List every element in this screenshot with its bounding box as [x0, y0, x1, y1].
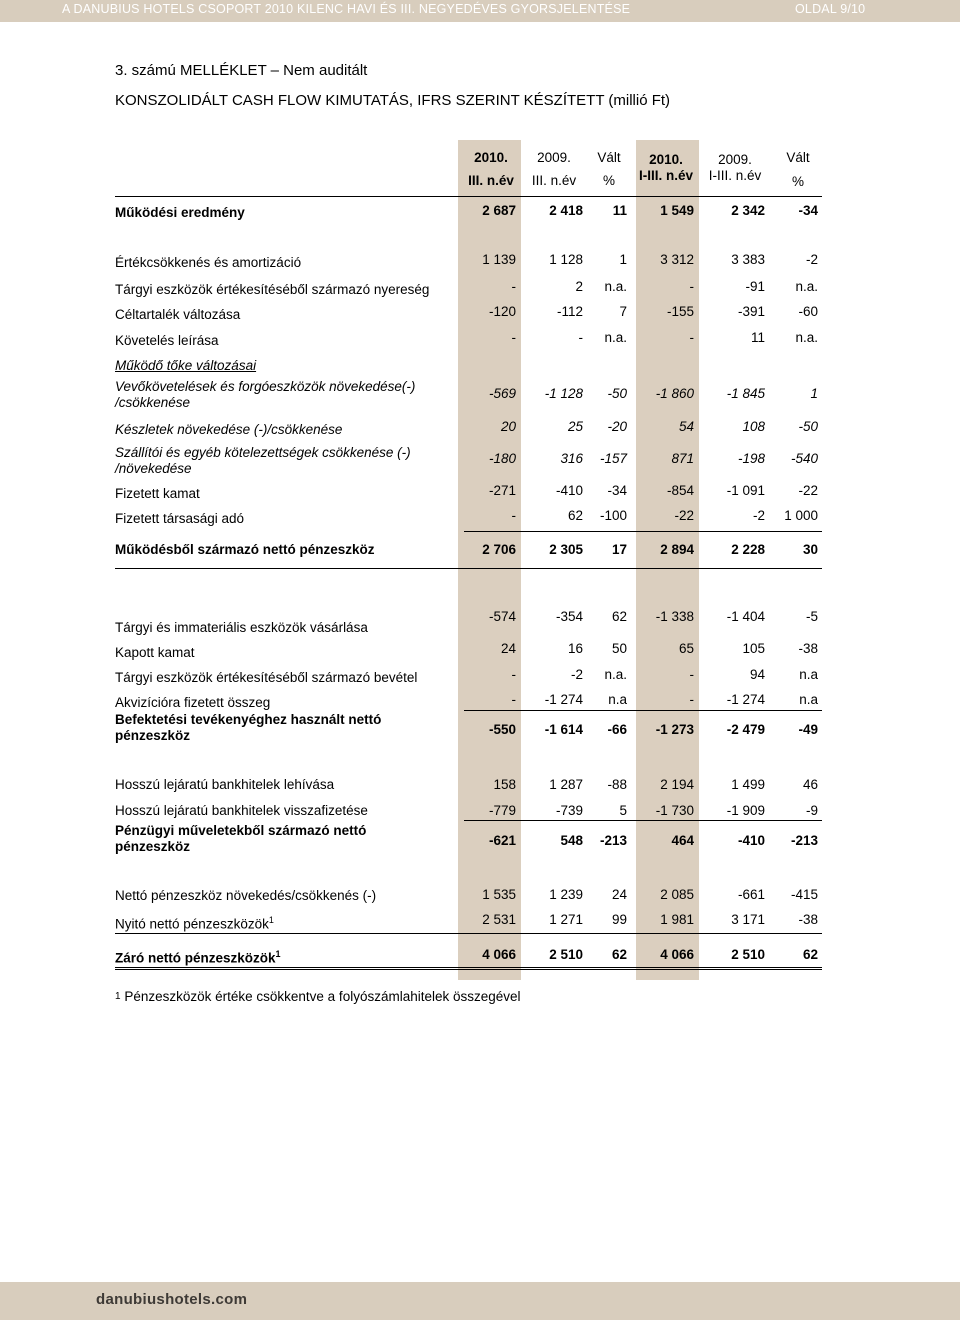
row-12-value-4: 2 894: [660, 542, 694, 557]
row-18-value-6: 46: [802, 777, 818, 792]
row-22-value-2: 1 271: [549, 912, 583, 927]
row-4-value-3: 7: [619, 304, 627, 319]
row-10-value-6: -22: [798, 483, 818, 498]
row-label-19: [115, 802, 368, 819]
row-8-value-2: 25: [567, 419, 583, 434]
row-label-13: [115, 619, 368, 636]
row-9-value-4: 871: [671, 451, 694, 466]
column-header-1-line1: 2010.: [474, 150, 508, 165]
header-bar: [0, 0, 960, 22]
row-23-value-2: 2 510: [549, 947, 583, 962]
row-15-value-1: -: [511, 667, 516, 682]
row-14-value-2: 16: [567, 641, 583, 656]
column-header-4-line2: I-III. n.év: [638, 168, 693, 183]
row-label-text: Készletek növekedése (-)/csökkenése: [115, 422, 343, 437]
rule-subtotal-inv: [464, 710, 822, 711]
column-header-5-line1: 2009.: [718, 152, 752, 167]
row-label-text: Záró nettó pénzeszközök: [115, 950, 276, 966]
row-label-text: Tárgyi eszközök értékesítéséből származó nyereség: [115, 282, 430, 297]
row-18-value-3: -88: [607, 777, 627, 792]
row-3-value-3: n.a.: [604, 279, 627, 294]
row-22-value-5: 3 171: [731, 912, 765, 927]
row-label-text: Értékcsökkenés és amortizáció: [115, 255, 302, 270]
column-header-2-line2: III. n.év: [531, 173, 577, 188]
row-23-value-3: 62: [611, 947, 627, 962]
row-12-value-6: 30: [802, 542, 818, 557]
statement-title: KONSZOLIDÁLT CASH FLOW KIMUTATÁS, IFRS SZERINT KÉSZÍTETT (millió Ft): [115, 92, 671, 109]
row-label-10: [115, 485, 200, 502]
row-20-value-4: 464: [671, 833, 694, 848]
row-7-value-4: -1 860: [655, 386, 694, 401]
row-10-value-2: -410: [555, 483, 583, 498]
row-7-value-5: -1 845: [726, 386, 765, 401]
row-2-value-6: -2: [805, 252, 818, 267]
row-7-value-1: -569: [488, 386, 516, 401]
row-3-value-1: -: [511, 279, 516, 294]
row-20-value-2: 548: [560, 833, 583, 848]
row-16-value-5: -1 274: [726, 692, 765, 707]
row-10-value-5: -1 091: [726, 483, 765, 498]
row-4-value-4: -155: [666, 304, 694, 319]
row-label-text: Hosszú lejáratú bankhitelek lehívása: [115, 777, 335, 792]
row-15-value-5: 94: [749, 667, 765, 682]
row-label-text: Működésből származó nettó pénzeszköz: [115, 542, 375, 557]
row-2-value-4: 3 312: [660, 252, 694, 267]
row-5-value-5: 11: [750, 330, 765, 345]
row-2-value-1: 1 139: [482, 252, 516, 267]
row-17-value-2: -1 614: [544, 722, 583, 737]
row-12-value-5: 2 228: [731, 542, 765, 557]
column-header-6-line2: %: [791, 174, 804, 189]
column-header-3-line1: Vált: [597, 150, 621, 165]
row-label-text: Fizetett társasági adó: [115, 511, 245, 526]
row-10-value-4: -854: [666, 483, 694, 498]
row-1-value-2: 2 418: [549, 203, 583, 218]
row-9-value-3: -157: [599, 451, 627, 466]
row-5-value-1: -: [511, 330, 516, 345]
row-2-value-2: 1 128: [549, 252, 583, 267]
row-17-value-5: -2 479: [726, 722, 765, 737]
row-21-value-3: 24: [611, 887, 627, 902]
row-21-value-6: -415: [790, 887, 818, 902]
footnote: [115, 988, 521, 1005]
row-3-value-5: -91: [745, 279, 765, 294]
row-label-1: [115, 204, 245, 221]
footer-bar: [0, 1282, 960, 1320]
row-11-value-4: -22: [674, 508, 694, 523]
row-1-value-1: 2 687: [482, 203, 516, 218]
row-1-value-5: 2 342: [731, 203, 765, 218]
row-5-value-6: n.a.: [795, 330, 818, 345]
footnote-mark: 1: [115, 991, 121, 1002]
row-22-value-6: -38: [798, 912, 818, 927]
row-21-value-2: 1 239: [549, 887, 583, 902]
row-label-3: [115, 281, 429, 298]
rule-2: [115, 568, 822, 569]
row-label-21: [115, 887, 376, 904]
row-11-value-1: -: [511, 508, 516, 523]
row-9-value-1: -180: [488, 451, 516, 466]
row-23-value-6: 62: [802, 947, 818, 962]
row-19-value-5: -1 909: [726, 803, 765, 818]
row-11-value-5: -2: [752, 508, 765, 523]
row-4-value-2: -112: [556, 304, 583, 319]
row-label-text: Céltartalék változása: [115, 307, 241, 322]
row-20-value-6: -213: [790, 833, 818, 848]
row-label-text: Nettó pénzeszköz növekedés/csökkenés (-): [115, 888, 377, 903]
row-18-value-2: 1 287: [549, 777, 583, 792]
footnote-ref: 1: [268, 915, 274, 925]
row-label-8: [115, 421, 342, 438]
row-14-value-3: 50: [611, 641, 627, 656]
row-14-value-6: -38: [798, 641, 818, 656]
row-1-value-3: 11: [612, 203, 627, 218]
row-17-value-6: -49: [798, 722, 818, 737]
row-15-value-3: n.a.: [604, 667, 627, 682]
row-22-value-4: 1 981: [660, 912, 694, 927]
row-label-23: [115, 946, 281, 967]
row-19-value-6: -9: [805, 803, 818, 818]
row-9-value-5: -198: [737, 451, 765, 466]
row-19-value-4: -1 730: [655, 803, 694, 818]
annex-title: 3. számú MELLÉKLET – Nem auditált: [115, 62, 368, 79]
row-23-value-5: 2 510: [731, 947, 765, 962]
row-3-value-4: -: [689, 279, 694, 294]
company-logo: danubiushotels.com: [96, 1291, 248, 1308]
double-rule-total: [115, 967, 822, 970]
row-label-text: Hosszú lejáratú bankhitelek visszafizetése: [115, 803, 368, 818]
row-18-value-5: 1 499: [731, 777, 765, 792]
row-13-value-6: -5: [805, 609, 818, 624]
row-10-value-3: -34: [607, 483, 627, 498]
row-16-value-2: -1 274: [544, 692, 583, 707]
row-3-value-6: n.a.: [795, 279, 818, 294]
row-11-value-6: 1 000: [784, 508, 818, 523]
row-20-value-1: -621: [488, 833, 516, 848]
row-13-value-2: -354: [555, 609, 583, 624]
row-label-18: [115, 776, 334, 793]
row-23-value-1: 4 066: [482, 947, 516, 962]
row-18-value-4: 2 194: [660, 777, 694, 792]
row-17-value-4: -1 273: [655, 722, 694, 737]
row-11-value-2: 62: [567, 508, 583, 523]
row-5-value-3: n.a.: [604, 330, 627, 345]
row-21-value-1: 1 535: [482, 887, 516, 902]
row-13-value-3: 62: [611, 609, 627, 624]
row-14-value-5: 105: [742, 641, 765, 656]
column-header-3-line2: %: [602, 173, 615, 188]
row-7-value-6: 1: [810, 386, 818, 401]
row-label-2: [115, 254, 301, 271]
row-5-value-4: -: [689, 330, 694, 345]
row-label-16: [115, 694, 270, 711]
row-16-value-4: -: [689, 692, 694, 707]
rule-1: [115, 196, 822, 197]
row-19-value-1: -779: [488, 803, 516, 818]
column-header-4-line1: 2010.: [649, 152, 683, 167]
page-number: OLDAL 9/10: [795, 2, 866, 16]
row-label-6: [115, 357, 256, 374]
row-label-5: [115, 332, 219, 349]
row-22-value-1: 2 531: [482, 912, 516, 927]
row-21-value-4: 2 085: [660, 887, 694, 902]
row-16-value-6: n.a: [799, 692, 818, 707]
row-19-value-2: -739: [555, 803, 583, 818]
row-label-7: Vevőkövetelések és forgóeszközök növekedése(-) /csökkenése: [115, 379, 416, 410]
row-label-text: Nyitó nettó pénzeszközök: [115, 916, 269, 932]
row-label-22: [115, 912, 274, 933]
row-3-value-2: 2: [575, 279, 583, 294]
row-17-value-3: -66: [607, 722, 627, 737]
row-15-value-4: -: [689, 667, 694, 682]
row-9-value-2: 316: [560, 451, 583, 466]
column-header-5-line2: I-III. n.év: [708, 168, 762, 183]
row-13-value-1: -574: [488, 609, 516, 624]
row-11-value-3: -100: [599, 508, 627, 523]
row-label-text: Tárgyi és immateriális eszközök vásárlása: [115, 620, 368, 635]
row-1-value-6: -34: [798, 203, 818, 218]
row-label-text: Működő tőke változásai: [115, 358, 257, 373]
row-label-text: Akvizícióra fizetett összeg: [115, 695, 271, 710]
row-8-value-6: -50: [798, 419, 818, 434]
row-4-value-5: -391: [737, 304, 765, 319]
row-8-value-3: -20: [607, 419, 627, 434]
row-13-value-5: -1 404: [726, 609, 765, 624]
row-label-14: [115, 644, 195, 661]
report-header-title: A DANUBIUS HOTELS CSOPORT 2010 KILENC HAVI ÉS III. NEGYEDÉVES GYORSJELENTÉSE: [62, 2, 631, 16]
row-2-value-3: 1: [619, 252, 627, 267]
row-15-value-2: -2: [570, 667, 583, 682]
rule-subtotal-ops: [464, 531, 822, 532]
row-7-value-2: -1 128: [544, 386, 583, 401]
row-5-value-2: -: [578, 330, 583, 345]
row-label-4: [115, 306, 240, 323]
row-label-11: [115, 510, 244, 527]
row-8-value-1: 20: [500, 419, 516, 434]
row-12-value-1: 2 706: [482, 542, 516, 557]
row-20-value-3: -213: [599, 833, 627, 848]
row-20-value-5: -410: [737, 833, 765, 848]
row-label-9: Szállítói és egyéb kötelezettségek csökkenése (-) /növekedése: [115, 445, 411, 476]
row-label-text: Kapott kamat: [115, 645, 195, 660]
row-label-15: [115, 669, 417, 686]
row-16-value-3: n.a: [608, 692, 627, 707]
row-13-value-4: -1 338: [655, 609, 694, 624]
row-17-value-1: -550: [488, 722, 516, 737]
row-9-value-6: -540: [790, 451, 818, 466]
row-14-value-4: 65: [678, 641, 694, 656]
footnote-ref: 1: [275, 949, 281, 959]
row-10-value-1: -271: [488, 483, 516, 498]
row-18-value-1: 158: [493, 777, 516, 792]
row-22-value-3: 99: [611, 912, 627, 927]
row-21-value-5: -661: [737, 887, 765, 902]
row-1-value-4: 1 549: [660, 203, 694, 218]
row-7-value-3: -50: [607, 386, 627, 401]
row-label-text: Követelés leírása: [115, 333, 219, 348]
row-label-17: Befektetési tevékenyéghez használt nettó pénzeszköz: [115, 712, 382, 743]
row-label-text: Fizetett kamat: [115, 486, 200, 501]
footnote-text: Pénzeszközök értéke csökkentve a folyószámlahitelek összegével: [124, 989, 521, 1004]
row-label-12: [115, 541, 375, 558]
row-4-value-6: -60: [798, 304, 818, 319]
column-header-1-line2: III. n.év: [468, 173, 514, 188]
row-16-value-1: -: [511, 692, 516, 707]
row-15-value-6: n.a: [799, 667, 818, 682]
row-2-value-5: 3 383: [731, 252, 765, 267]
row-12-value-3: 17: [611, 542, 627, 557]
row-8-value-5: 108: [742, 419, 765, 434]
column-header-2-line1: 2009.: [537, 150, 571, 165]
row-label-text: Tárgyi eszközök értékesítéséből származó bevétel: [115, 670, 418, 685]
row-12-value-2: 2 305: [549, 542, 583, 557]
row-23-value-4: 4 066: [660, 947, 694, 962]
column-header-6-line1: Vált: [786, 150, 810, 165]
row-8-value-4: 54: [678, 419, 694, 434]
rule-subtotal-fin: [464, 820, 822, 821]
row-19-value-3: 5: [619, 803, 627, 818]
row-4-value-1: -120: [488, 304, 516, 319]
rule-3: [115, 933, 822, 934]
row-14-value-1: 24: [500, 641, 516, 656]
row-label-text: Működési eredmény: [115, 205, 245, 220]
row-label-20: Pénzügyi műveletekből származó nettó pénzeszköz: [115, 823, 367, 854]
